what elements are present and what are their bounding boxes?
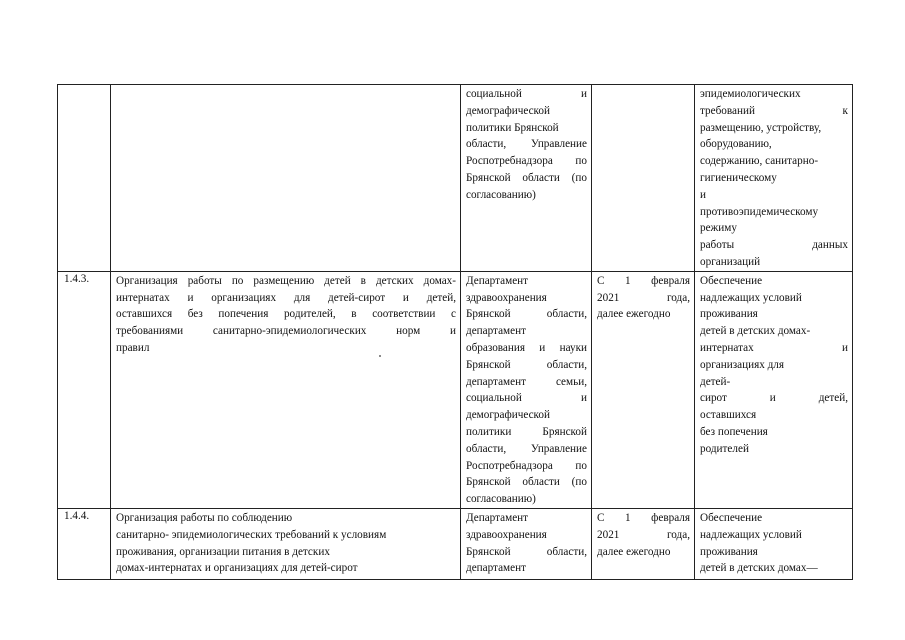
- result-line: гигиеническому: [700, 171, 777, 184]
- activity-cell: [111, 271, 461, 508]
- responsible-cell: [461, 508, 592, 579]
- term-line: С 1 февраля: [597, 274, 690, 287]
- result-line: требований к: [700, 104, 848, 117]
- responsible-line: департамент: [466, 562, 526, 575]
- table-row: [58, 271, 853, 508]
- result-line: проживания: [700, 308, 758, 321]
- result-line: размещению, устройству,: [700, 121, 822, 134]
- result-line: организаций: [700, 255, 761, 268]
- item-number-cell: [58, 85, 111, 272]
- item-number: [58, 85, 110, 86]
- result-line: проживания: [700, 545, 758, 558]
- activity-line: требованиями санитарно-эпидемиологических норм и: [116, 325, 456, 338]
- responsible-line: области, Управление: [466, 138, 587, 151]
- table-row: [58, 85, 853, 272]
- result-line: оборудованию,: [700, 138, 772, 151]
- result-line: противоэпидемическому: [700, 205, 819, 218]
- item-number-cell: [58, 508, 111, 579]
- result-line: Обеспечение: [700, 511, 763, 524]
- responsible-line: департамент: [466, 325, 526, 338]
- result-line: эпидемиологических: [700, 88, 801, 100]
- responsible-line: политики Брянской: [466, 121, 559, 134]
- item-number: 1.4.3.: [64, 272, 90, 285]
- term-cell: [592, 85, 695, 272]
- activity-cell: [111, 508, 461, 579]
- result-line: без попечения: [700, 425, 768, 438]
- responsible-line: согласованию): [466, 188, 536, 201]
- table-row: [58, 508, 853, 579]
- item-number: 1.4.4.: [64, 509, 90, 522]
- result-line: режиму: [700, 222, 737, 235]
- responsible-line: Роспотребнадзора по: [466, 155, 587, 168]
- result-line: содержанию, санитарно-: [700, 155, 819, 168]
- responsible-line: социальной и: [466, 88, 587, 100]
- responsible-line: Департамент: [466, 274, 529, 287]
- result-line: детей в детских домах—: [700, 562, 818, 575]
- responsible-cell: [461, 85, 592, 272]
- responsible-line: демографической: [466, 409, 550, 422]
- responsible-line: политики Брянской: [466, 425, 587, 438]
- result-line: надлежащих условий: [700, 291, 802, 304]
- activity-line: проживания, организации питания в детских: [116, 545, 330, 558]
- responsible-line: здравоохранения: [466, 291, 547, 304]
- responsible-line: области, Управление: [466, 442, 587, 455]
- activity-cell: [111, 85, 461, 272]
- term-line: С 1 февраля: [597, 511, 690, 524]
- term-cell: [592, 271, 695, 508]
- term-cell: [592, 508, 695, 579]
- responsible-line: демографической: [466, 104, 550, 117]
- result-line: сирот и детей,: [700, 392, 848, 405]
- result-cell: [695, 271, 853, 508]
- scan-speck: [379, 355, 381, 357]
- activity-line: правил: [116, 341, 150, 354]
- result-line: надлежащих условий: [700, 528, 802, 541]
- result-line: и: [700, 188, 706, 201]
- responsible-line: согласованию): [466, 493, 536, 506]
- responsible-line: департамент семьи,: [466, 375, 587, 388]
- term-line: 2021 года,: [597, 291, 690, 304]
- result-line: интернатах и: [700, 341, 848, 354]
- result-line: работы данных: [700, 239, 848, 252]
- responsible-line: социальной и: [466, 392, 587, 405]
- result-cell: [695, 85, 853, 272]
- result-line: оставшихся: [700, 409, 757, 422]
- responsible-line: Брянской области (по: [466, 171, 587, 184]
- item-number-cell: [58, 271, 111, 508]
- result-line: Обеспечение: [700, 274, 763, 287]
- responsible-line: Брянской области,: [466, 545, 587, 558]
- responsible-cell: [461, 271, 592, 508]
- activity-line: санитарно- эпидемиологических требований к условиям: [116, 528, 387, 541]
- responsible-line: Брянской области,: [466, 358, 587, 371]
- term-line: далее ежегодно: [597, 545, 671, 558]
- responsible-line: Департамент: [466, 511, 529, 524]
- result-line: организациях для: [700, 358, 785, 371]
- result-line: родителей: [700, 442, 749, 455]
- result-line: детей в детских домах-: [700, 325, 811, 338]
- term-line: далее ежегодно: [597, 308, 671, 321]
- activity-line: интернатах и организациях для детей-сирот и детей,: [116, 291, 456, 304]
- result-line: детей-: [700, 375, 731, 388]
- activity-line: Организация работы по размещению детей в детских домах-: [116, 274, 456, 287]
- activity-line: Организация работы по соблюдению: [116, 511, 293, 524]
- action-plan-table: [57, 84, 853, 580]
- responsible-line: Роспотребнадзора по: [466, 459, 587, 472]
- term-line: 2021 года,: [597, 528, 690, 541]
- responsible-line: здравоохранения: [466, 528, 547, 541]
- responsible-line: Брянской области,: [466, 308, 587, 321]
- responsible-line: Брянской области (по: [466, 476, 587, 489]
- responsible-line: образования и науки: [466, 341, 587, 354]
- result-cell: [695, 508, 853, 579]
- activity-line: оставшихся без попечения родителей, в соответствии с: [116, 308, 456, 321]
- activity-line: домах-интернатах и организациях для детей-сирот: [116, 562, 358, 575]
